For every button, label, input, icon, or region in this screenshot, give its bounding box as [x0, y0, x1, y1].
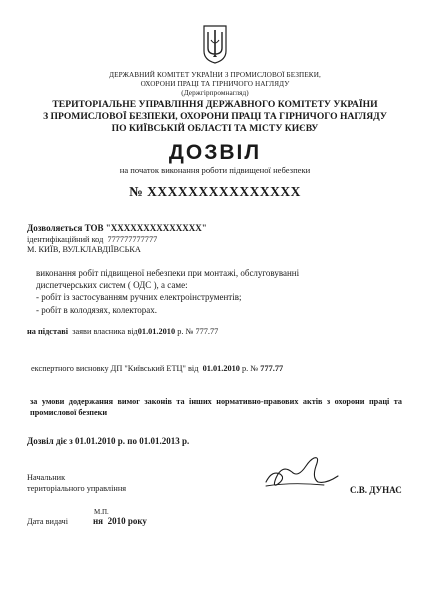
committee-short-name: (Держгірпромнагляд) [181, 89, 249, 97]
issue-date [93, 516, 147, 527]
validity-mid: р. по [117, 436, 137, 446]
work-item-2: - робіт в колодязях, колекторах. [36, 305, 158, 315]
basis-text: заяви власника від [72, 327, 138, 336]
company-name: ТОВ "XXXXXXXXXXXXXX" [84, 223, 207, 233]
basis-number: 777.77 [195, 327, 219, 336]
basis-label: на підставі [27, 327, 69, 336]
validity-label: Дозвіл діє з [27, 436, 73, 446]
signatory-role-2: територіального управління [27, 484, 127, 493]
validity-to: 01.01.2013 [139, 436, 180, 446]
document-title: ДОЗВІЛ [168, 141, 262, 164]
issue-date-prefix: ня [93, 516, 104, 526]
stamp-mark: М.П. [94, 508, 109, 516]
expert-number: 777.77 [260, 364, 284, 373]
holder-line [27, 223, 207, 234]
validity-from: 01.01.2010 [75, 436, 116, 446]
issue-date-label: Дата видачі [27, 517, 69, 526]
basis-num-label: р. № [177, 327, 194, 336]
trident-emblem-icon [202, 24, 228, 64]
id-code-label: ідентифікаційний код [27, 235, 104, 244]
validity-line [27, 436, 189, 447]
handwritten-signature [262, 452, 344, 492]
signatory-name: С.В. ДУНАС [350, 485, 402, 495]
work-line-2: диспетчерських систем ( ОДС ), а саме: [36, 280, 188, 290]
department-line-1: ТЕРИТОРІАЛЬНЕ УПРАВЛІННЯ ДЕРЖАВНОГО КОМІТЕТУ УКРАЇНИ [52, 99, 378, 110]
issue-suffix: року [127, 516, 147, 526]
expert-line [31, 363, 283, 374]
expert-num-label: р. № [242, 364, 259, 373]
work-item-1: - робіт із застосуванням ручних електроінструментів; [36, 292, 242, 302]
basis-date: 01.01.2010 [137, 327, 176, 336]
basis-line [27, 326, 218, 337]
conditions-text: за умови додержання вимог законів та інших нормативно-правових актів з охорони праці та промислової безпеки [30, 397, 402, 417]
work-line-1: виконання робіт підвищеної небезпеки при монтажі, обслуговуванні [36, 268, 300, 278]
expert-text: експертного висновку ДП "Київський ЕТЦ" від [31, 364, 199, 373]
id-code-value: 777777777777 [107, 235, 158, 244]
committee-line-2: ОХОРОНИ ПРАЦІ ТА ГІРНИЧОГО НАГЛЯДУ [140, 80, 290, 88]
expert-date: 01.01.2010 [202, 364, 240, 373]
permit-number: № XXXXXXXXXXXXXXX [129, 184, 301, 199]
allowed-label: Дозволяється [27, 223, 83, 233]
committee-line-1: ДЕРЖАВНИЙ КОМІТЕТ УКРАЇНИ З ПРОМИСЛОВОЇ БЕЗПЕКИ, [109, 71, 321, 79]
signatory-role-1: Начальник [27, 473, 66, 482]
department-line-3: ПО КИЇВСЬКІЙ ОБЛАСТІ ТА МІСТУ КИЄВУ [111, 123, 319, 134]
issue-year: 2010 [107, 516, 126, 526]
validity-suffix: р. [181, 436, 190, 446]
department-line-2: З ПРОМИСЛОВОЇ БЕЗПЕКИ, ОХОРОНИ ПРАЦІ ТА ГІРНИЧОГО НАГЛЯДУ [43, 111, 387, 122]
holder-address: М. КИЇВ, ВУЛ.КЛАВДІЇВСЬКА [27, 245, 141, 254]
document-subtitle: на початок виконання роботи підвищеної небезпеки [119, 165, 311, 175]
